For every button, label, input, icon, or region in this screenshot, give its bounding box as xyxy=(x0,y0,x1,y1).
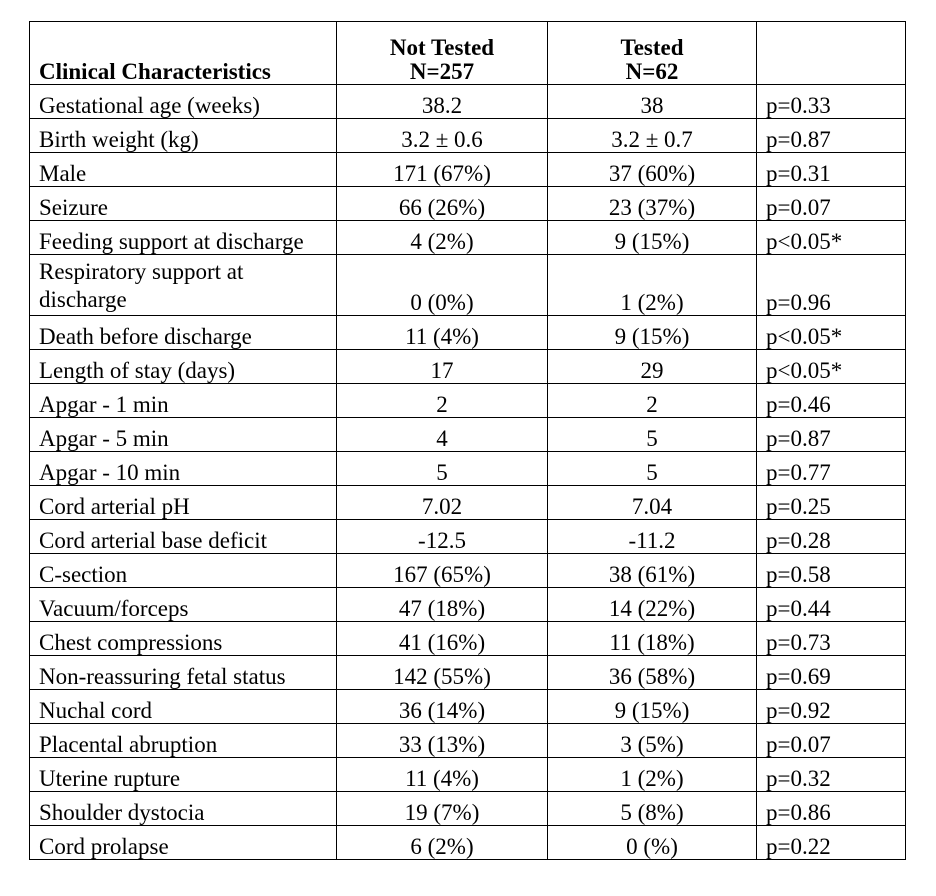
row-label: Placental abruption xyxy=(30,724,337,758)
not-tested-value: 38.2 xyxy=(337,85,548,119)
tested-value: -11.2 xyxy=(548,520,757,554)
not-tested-value: 7.02 xyxy=(337,486,548,520)
header-clinical-characteristics: Clinical Characteristics xyxy=(30,22,337,85)
p-value: p<0.05* xyxy=(757,221,906,255)
not-tested-value: 66 (26%) xyxy=(337,187,548,221)
p-value: p=0.32 xyxy=(757,758,906,792)
row-label: Vacuum/forceps xyxy=(30,588,337,622)
not-tested-value: 142 (55%) xyxy=(337,656,548,690)
p-value: p=0.07 xyxy=(757,187,906,221)
table-row xyxy=(30,316,906,350)
not-tested-value: 33 (13%) xyxy=(337,724,548,758)
table-row xyxy=(30,153,906,187)
p-value: p=0.46 xyxy=(757,384,906,418)
not-tested-value: 0 (0%) xyxy=(337,255,548,316)
tested-value: 5 xyxy=(548,418,757,452)
tested-value: 2 xyxy=(548,384,757,418)
p-value: p=0.33 xyxy=(757,85,906,119)
clinical-characteristics-table xyxy=(29,21,906,860)
tested-value: 5 (8%) xyxy=(548,792,757,826)
table-row xyxy=(30,119,906,153)
table-row xyxy=(30,452,906,486)
row-label: Length of stay (days) xyxy=(30,350,337,384)
p-value: p=0.73 xyxy=(757,622,906,656)
row-label: Chest compressions xyxy=(30,622,337,656)
p-value: p=0.77 xyxy=(757,452,906,486)
not-tested-value: 11 (4%) xyxy=(337,758,548,792)
table-row xyxy=(30,588,906,622)
tested-value: 1 (2%) xyxy=(548,758,757,792)
p-value: p=0.86 xyxy=(757,792,906,826)
row-label: Apgar - 5 min xyxy=(30,418,337,452)
header-not-tested-count: N=257 xyxy=(409,58,475,84)
tested-value: 38 (61%) xyxy=(548,554,757,588)
table-row xyxy=(30,724,906,758)
tested-value: 5 xyxy=(548,452,757,486)
table-row xyxy=(30,255,906,316)
p-value: p=0.22 xyxy=(757,826,906,860)
table-row xyxy=(30,221,906,255)
table-row xyxy=(30,690,906,724)
row-label: Gestational age (weeks) xyxy=(30,85,337,119)
table-row xyxy=(30,792,906,826)
not-tested-value: 11 (4%) xyxy=(337,316,548,350)
not-tested-value: 6 (2%) xyxy=(337,826,548,860)
table-row xyxy=(30,85,906,119)
row-label: Respiratory support at discharge xyxy=(30,255,337,316)
row-label: Non-reassuring fetal status xyxy=(30,656,337,690)
tested-value: 9 (15%) xyxy=(548,690,757,724)
header-not-tested xyxy=(337,22,548,85)
row-label: C-section xyxy=(30,554,337,588)
p-value: p=0.58 xyxy=(757,554,906,588)
row-label: Uterine rupture xyxy=(30,758,337,792)
row-label: Birth weight (kg) xyxy=(30,119,337,153)
table-row xyxy=(30,418,906,452)
header-tested xyxy=(548,22,757,85)
table-row xyxy=(30,187,906,221)
tested-value: 23 (37%) xyxy=(548,187,757,221)
row-label: Cord arterial pH xyxy=(30,486,337,520)
p-value: p=0.25 xyxy=(757,486,906,520)
not-tested-value: -12.5 xyxy=(337,520,548,554)
p-value: p=0.96 xyxy=(757,255,906,316)
row-label: Death before discharge xyxy=(30,316,337,350)
row-label: Apgar - 10 min xyxy=(30,452,337,486)
not-tested-value: 17 xyxy=(337,350,548,384)
row-label: Nuchal cord xyxy=(30,690,337,724)
tested-value: 1 (2%) xyxy=(548,255,757,316)
table-row xyxy=(30,486,906,520)
not-tested-value: 2 xyxy=(337,384,548,418)
tested-value: 3 (5%) xyxy=(548,724,757,758)
tested-value: 7.04 xyxy=(548,486,757,520)
p-value: p=0.07 xyxy=(757,724,906,758)
table-row xyxy=(30,656,906,690)
row-label: Cord prolapse xyxy=(30,826,337,860)
header-tested-count: N=62 xyxy=(625,58,679,84)
p-value: p<0.05* xyxy=(757,316,906,350)
table-row xyxy=(30,826,906,860)
p-value: p=0.69 xyxy=(757,656,906,690)
table-row xyxy=(30,758,906,792)
p-value: p=0.87 xyxy=(757,418,906,452)
tested-value: 38 xyxy=(548,85,757,119)
p-value: p=0.87 xyxy=(757,119,906,153)
table-row xyxy=(30,622,906,656)
p-value: p=0.44 xyxy=(757,588,906,622)
row-label: Seizure xyxy=(30,187,337,221)
not-tested-value: 19 (7%) xyxy=(337,792,548,826)
row-label: Shoulder dystocia xyxy=(30,792,337,826)
row-label: Cord arterial base deficit xyxy=(30,520,337,554)
p-value: p=0.28 xyxy=(757,520,906,554)
row-label: Male xyxy=(30,153,337,187)
not-tested-value: 171 (67%) xyxy=(337,153,548,187)
header-tested-title: Tested xyxy=(620,34,684,60)
not-tested-value: 5 xyxy=(337,452,548,486)
p-value: p=0.92 xyxy=(757,690,906,724)
not-tested-value: 167 (65%) xyxy=(337,554,548,588)
row-label: Apgar - 1 min xyxy=(30,384,337,418)
header-not-tested-title: Not Tested xyxy=(389,34,495,60)
tested-value: 9 (15%) xyxy=(548,316,757,350)
tested-value: 29 xyxy=(548,350,757,384)
tested-value: 3.2 ± 0.7 xyxy=(548,119,757,153)
tested-value: 9 (15%) xyxy=(548,221,757,255)
not-tested-value: 3.2 ± 0.6 xyxy=(337,119,548,153)
p-value: p=0.31 xyxy=(757,153,906,187)
table-row xyxy=(30,384,906,418)
tested-value: 0 (%) xyxy=(548,826,757,860)
table-row xyxy=(30,554,906,588)
not-tested-value: 4 (2%) xyxy=(337,221,548,255)
tested-value: 11 (18%) xyxy=(548,622,757,656)
table-row xyxy=(30,350,906,384)
not-tested-value: 41 (16%) xyxy=(337,622,548,656)
p-value: p<0.05* xyxy=(757,350,906,384)
tested-value: 14 (22%) xyxy=(548,588,757,622)
table-header-row xyxy=(30,22,906,85)
table-row xyxy=(30,520,906,554)
tested-value: 37 (60%) xyxy=(548,153,757,187)
not-tested-value: 36 (14%) xyxy=(337,690,548,724)
not-tested-value: 47 (18%) xyxy=(337,588,548,622)
header-p-value xyxy=(757,22,906,85)
not-tested-value: 4 xyxy=(337,418,548,452)
row-label: Feeding support at discharge xyxy=(30,221,337,255)
tested-value: 36 (58%) xyxy=(548,656,757,690)
table-body xyxy=(30,85,906,860)
